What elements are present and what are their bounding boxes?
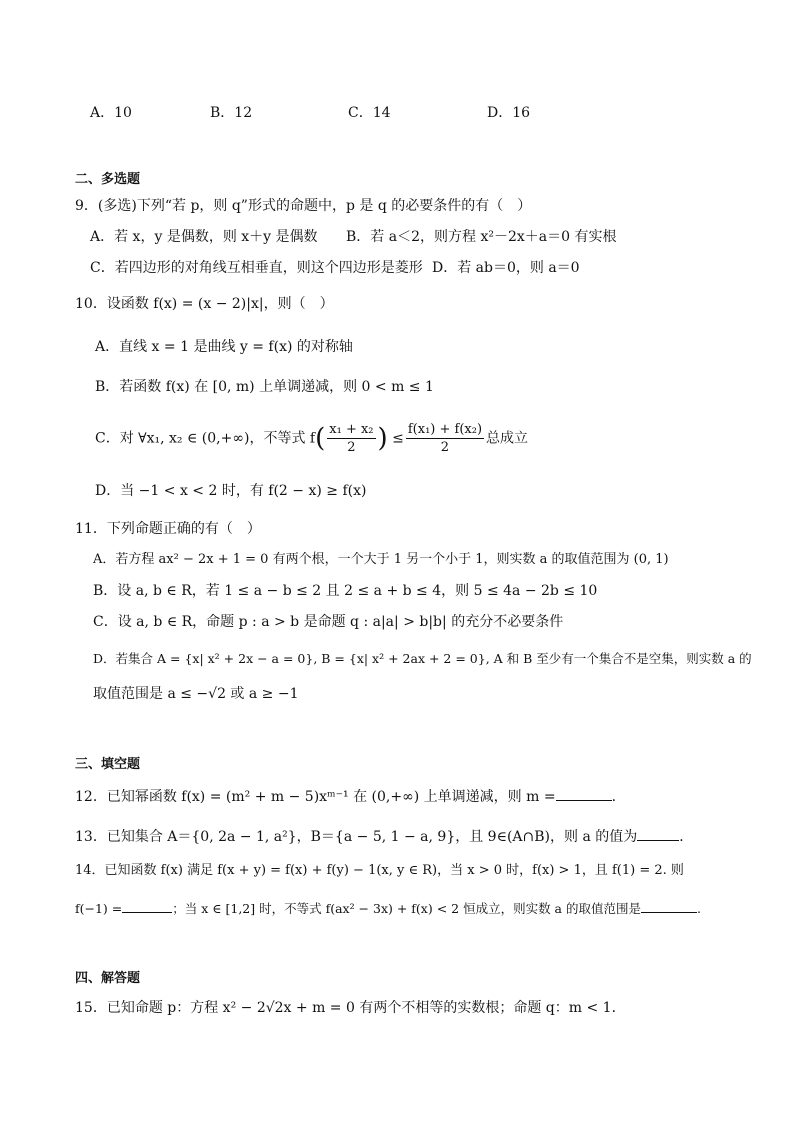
question-9-option-a: A．若 x，y 是偶数，则 x＋y 是偶数 (90, 229, 318, 245)
question-9-option-c: C．若四边形的对角线互相垂直，则这个四边形是菱形 (90, 260, 423, 276)
right-paren-glyph: ) (377, 423, 388, 454)
question-9-option-b: B．若 a＜2，则方程 x²－2x＋a＝0 有实根 (346, 229, 617, 245)
question-11-stem: 11．下列命题正确的有（ ） (75, 521, 261, 537)
q8-option-c: C．14 (348, 105, 391, 121)
fraction-1-denominator: 2 (347, 440, 356, 455)
question-10-option-a: A．直线 x = 1 是曲线 y = f(x) 的对称轴 (95, 339, 353, 355)
question-14-line-1: 14．已知函数 f(x) 满足 f(x + y) = f(x) + f(y) − 1(x, y ∈ R)，当 x > 0 时，f(x) > 1，且 f(1) = 2. 则 (75, 863, 684, 878)
question-14-end: . (696, 901, 701, 916)
question-13-end: ． (679, 829, 694, 845)
section-heading-fill-in: 三、填空题 (75, 757, 141, 772)
fraction-2-denominator: 2 (440, 440, 450, 455)
question-9-stem: 9．(多选)下列“若 p，则 q”形式的命题中，p 是 q 的必要条件的有（ ） (75, 198, 532, 214)
question-14-line-2 (75, 898, 701, 918)
question-10-stem: 10．设函数 f(x) = (x − 2)|x|，则（ ） (75, 296, 334, 312)
fraction-1 (327, 421, 375, 456)
question-9-option-d: D．若 ab＝0，则 a＝0 (432, 260, 580, 276)
question-14-part-b: ；当 x ∈ [1,2] 时，不等式 f(ax² − 3x) + f(x) < 2 恒成立，则实数 a 的取值范围是 (172, 901, 641, 916)
question-11-option-d-continued: 取值范围是 a ≤ −√2 或 a ≥ −1 (93, 686, 299, 702)
q8-option-b: B．12 (210, 105, 253, 121)
question-15: 15．已知命题 p：方程 x² − 2√2x + m = 0 有两个不相等的实数根；命题 q：m < 1． (75, 1000, 626, 1016)
question-10-option-c (95, 421, 528, 456)
fraction-2-numerator: f(x₁) + f(x₂) (407, 422, 483, 437)
question-10-option-c-suffix: 总成立 (486, 430, 529, 447)
question-11-option-a: A．若方程 ax² − 2x + 1 = 0 有两个根，一个大于 1 另一个小于 1，则实数 a 的取值范围为 (0, 1) (93, 552, 669, 567)
q8-option-d: D．16 (487, 105, 531, 121)
section-heading-multiple-choice: 二、多选题 (75, 172, 141, 187)
fraction-1-numerator: x₁ + x₂ (329, 422, 374, 437)
fraction-2 (406, 421, 484, 456)
question-12-text: 12．已知幂函数 f(x) = (m² + m − 5)xᵐ⁻¹ 在 (0,+∞) 上单调递减，则 m = (75, 789, 556, 805)
question-11-option-c: C．设 a, b ∈ R，命题 p : a > b 是命题 q : a|a| > b|b| 的充分不必要条件 (93, 614, 564, 630)
question-14-part-a: f(−1) = (75, 901, 123, 916)
question-13-text: 13．已知集合 A＝{0, 2a − 1, a²}，B＝{a − 5, 1 − a, 9}，且 9∈(A∩B)，则 a 的值为 (75, 829, 638, 845)
question-11-option-d: D．若集合 A = {x| x² + 2x − a = 0}, B = {x| x² + 2ax + 2 = 0}, A 和 B 至少有一个集合不是空集，则实数 a 的 (93, 651, 752, 666)
question-10-option-c-relation: ≤ (392, 430, 404, 447)
question-10-option-d: D．当 −1 < x < 2 时，有 f(2 − x) ≥ f(x) (95, 483, 367, 499)
question-10-option-b: B．若函数 f(x) 在 [0, m) 上单调递减，则 0 < m ≤ 1 (95, 379, 434, 395)
question-11-option-b: B．设 a, b ∈ R，若 1 ≤ a − b ≤ 2 且 2 ≤ a + b ≤ 4，则 5 ≤ 4a − 2b ≤ 10 (93, 583, 598, 599)
answer-blank[interactable] (637, 826, 679, 841)
answer-blank[interactable] (122, 898, 172, 913)
question-10-option-c-prefix: C．对 ∀x₁, x₂ ∈ (0,+∞)，不等式 f (95, 430, 316, 447)
left-paren-glyph: ( (315, 423, 326, 454)
section-heading-free-response: 四、解答题 (75, 971, 141, 986)
q8-option-a: A．10 (90, 105, 132, 121)
answer-blank[interactable] (556, 786, 612, 801)
question-13 (75, 826, 693, 846)
question-12 (75, 786, 616, 806)
answer-blank[interactable] (641, 898, 697, 913)
question-12-end: . (611, 789, 617, 805)
